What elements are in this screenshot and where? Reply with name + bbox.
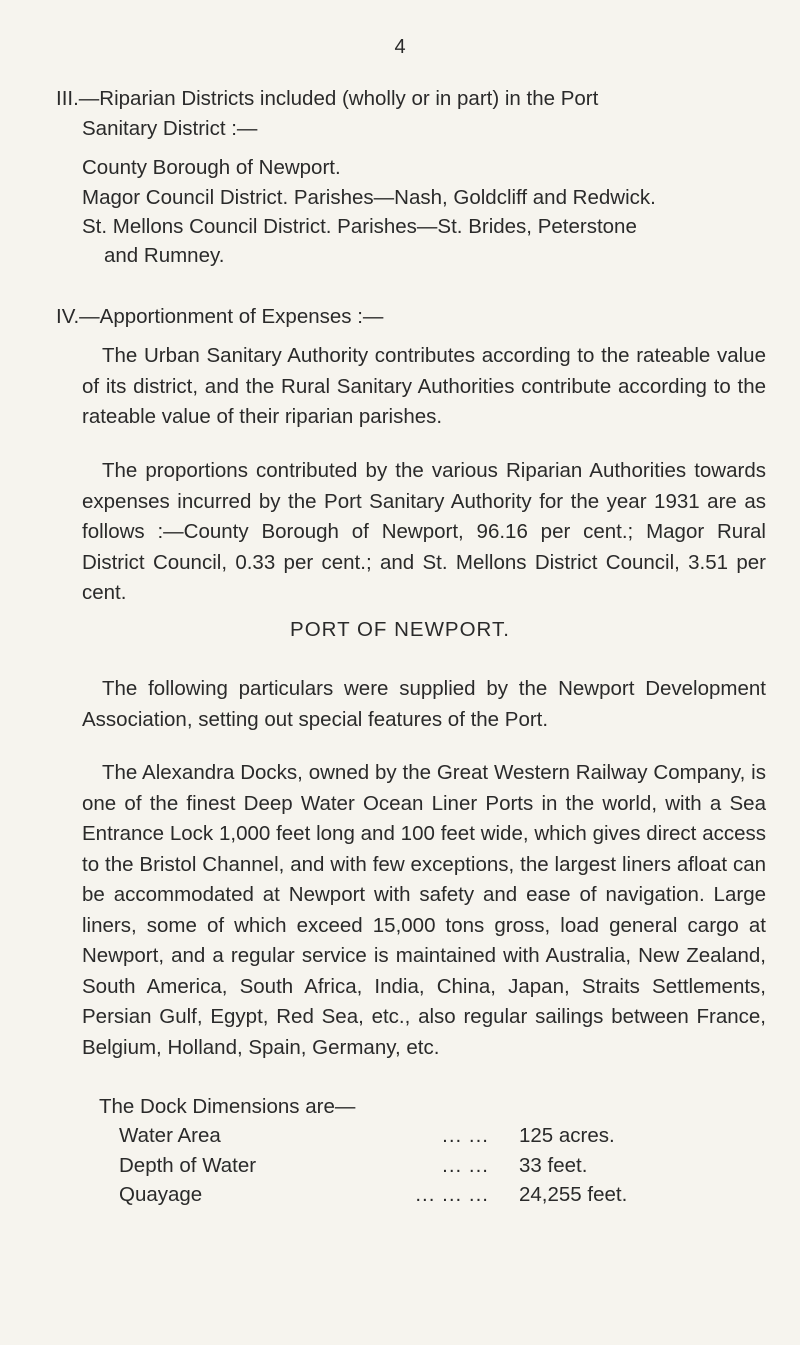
dimension-value: 33 feet.	[519, 1154, 588, 1177]
district-item: Magor Council District. Parishes—Nash, Goldcliff and Redwick.	[82, 186, 656, 209]
page-number: 4	[394, 36, 406, 58]
dock-dimensions-intro: The Dock Dimensions are—	[99, 1095, 356, 1118]
section-4-heading: IV.—Apportionment of Expenses :—	[56, 305, 384, 328]
table-row	[119, 1154, 679, 1184]
dimension-leader: ... ... ...	[415, 1183, 489, 1206]
port-title: PORT OF NEWPORT.	[290, 618, 510, 641]
dimension-value: 24,255 feet.	[519, 1183, 628, 1206]
dimension-label: Quayage	[119, 1183, 203, 1206]
table-row	[119, 1183, 679, 1213]
district-item: County Borough of Newport.	[82, 156, 341, 179]
dimension-value: 125 acres.	[519, 1124, 615, 1147]
section-3-heading-line-1: III.—Riparian Districts included (wholly or in part) in the Port	[56, 87, 599, 110]
dimension-label: Depth of Water	[119, 1154, 257, 1177]
apportionment-paragraph: The Urban Sanitary Authority contributes according to the rateable value of its district, and the Rural Sanitary Authorities contribute according to the rateable value of their riparian parishes.	[82, 344, 766, 428]
proportions-paragraph: The proportions contributed by the various Riparian Authorities towards expenses incurred by the Port Sanitary Authority for the year 1931 are as follows :—County Borough of Newport, 96.16 per cent.; Magor Rural District Council, 0.33 per cent.; and St. Mellons District Council, 3.51 per cent.	[82, 459, 766, 604]
district-item: and Rumney.	[104, 244, 225, 267]
dimension-label: Water Area	[119, 1124, 221, 1147]
dimension-leader: ... ...	[442, 1154, 489, 1177]
alexandra-docks-paragraph: The Alexandra Docks, owned by the Great Western Railway Company, is one of the finest Deep Water Ocean Liner Ports in the world, with a Sea Entrance Lock 1,000 feet long and 100 feet wide, which gives direct access to the Bristol Channel, and with few exceptions, the largest liners afloat can be accommodated at Newport with safety and ease of navigation. Large liners, some of which exceed 15,000 tons gross, load general cargo at Newport, and a regular service is maintained with Australia, New Zealand, South America, South Africa, India, China, Japan, Straits Settlements, Persian Gulf, Egypt, Red Sea, etc., also regular sailings between France, Belgium, Holland, Spain, Germany, etc.	[82, 761, 766, 1059]
district-item: St. Mellons Council District. Parishes—St. Brides, Peterstone	[82, 215, 637, 238]
dimension-leader: ... ...	[442, 1124, 489, 1147]
table-row	[119, 1124, 679, 1154]
port-intro-paragraph: The following particulars were supplied by the Newport Development Association, setting out special features of the Port.	[82, 677, 766, 731]
section-3-heading-line-2: Sanitary District :—	[82, 117, 258, 140]
